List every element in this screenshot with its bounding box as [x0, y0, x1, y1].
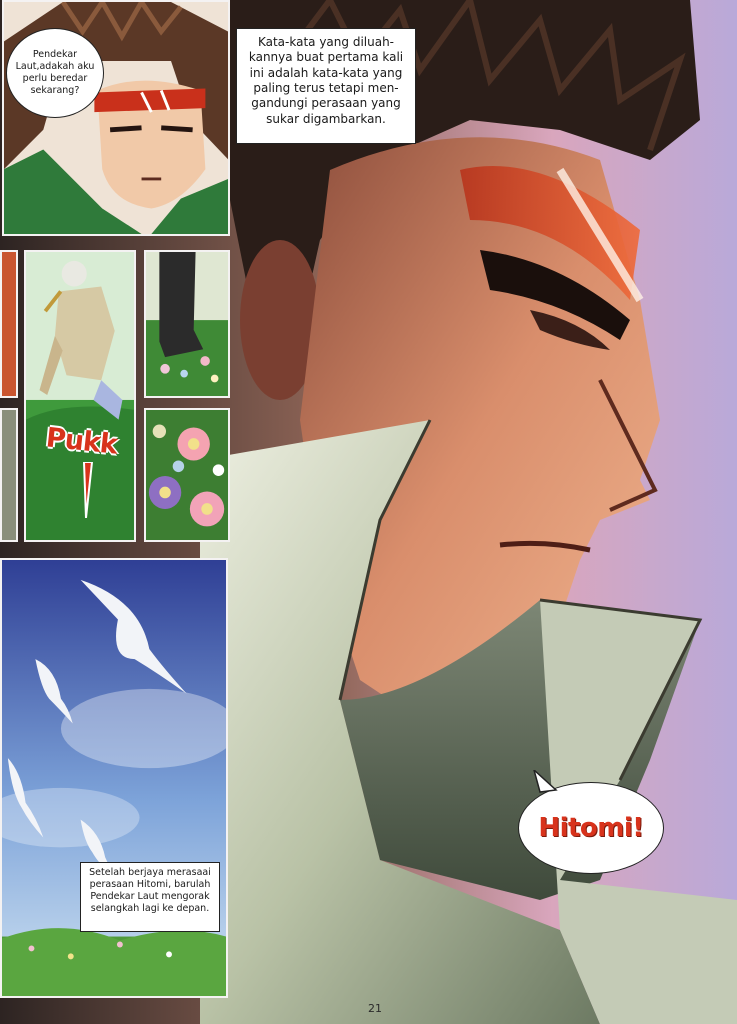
panel-sky-birds [0, 558, 228, 998]
question-text: Pendekar Laut,adakah aku perlu beredar sekarang? [15, 49, 95, 96]
shout-text: Hitomi! [538, 813, 644, 843]
narration-caption-top [236, 28, 416, 144]
panel-edge-sliver-bottom [0, 408, 18, 542]
caption-top-text: Kata-kata yang diluah- kannya buat pertama kali ini adalah kata-kata yang paling terus tetapi men- gandungi perasaan yang sukar digambarkan. [248, 35, 404, 126]
speech-bubble-question [6, 28, 104, 118]
caption-bottom-text: Setelah berjaya merasaai perasaan Hitomi, barulah Pendekar Laut mengorak selangkah lagi ke depan. [89, 867, 211, 915]
speech-bubble-tail-icon [530, 770, 558, 794]
panel-edge-sliver-top [0, 250, 18, 398]
panel-flowers [144, 408, 230, 542]
page-number: 21 [368, 1002, 382, 1015]
speech-bubble-shout [518, 782, 664, 874]
impact-mark-icon [74, 462, 98, 518]
flowers-illustration [146, 410, 228, 540]
narration-caption-bottom [80, 862, 220, 932]
sound-effect-text: Pukk [44, 422, 119, 461]
boot-illustration [146, 252, 228, 396]
panel-boot-step [144, 250, 230, 398]
